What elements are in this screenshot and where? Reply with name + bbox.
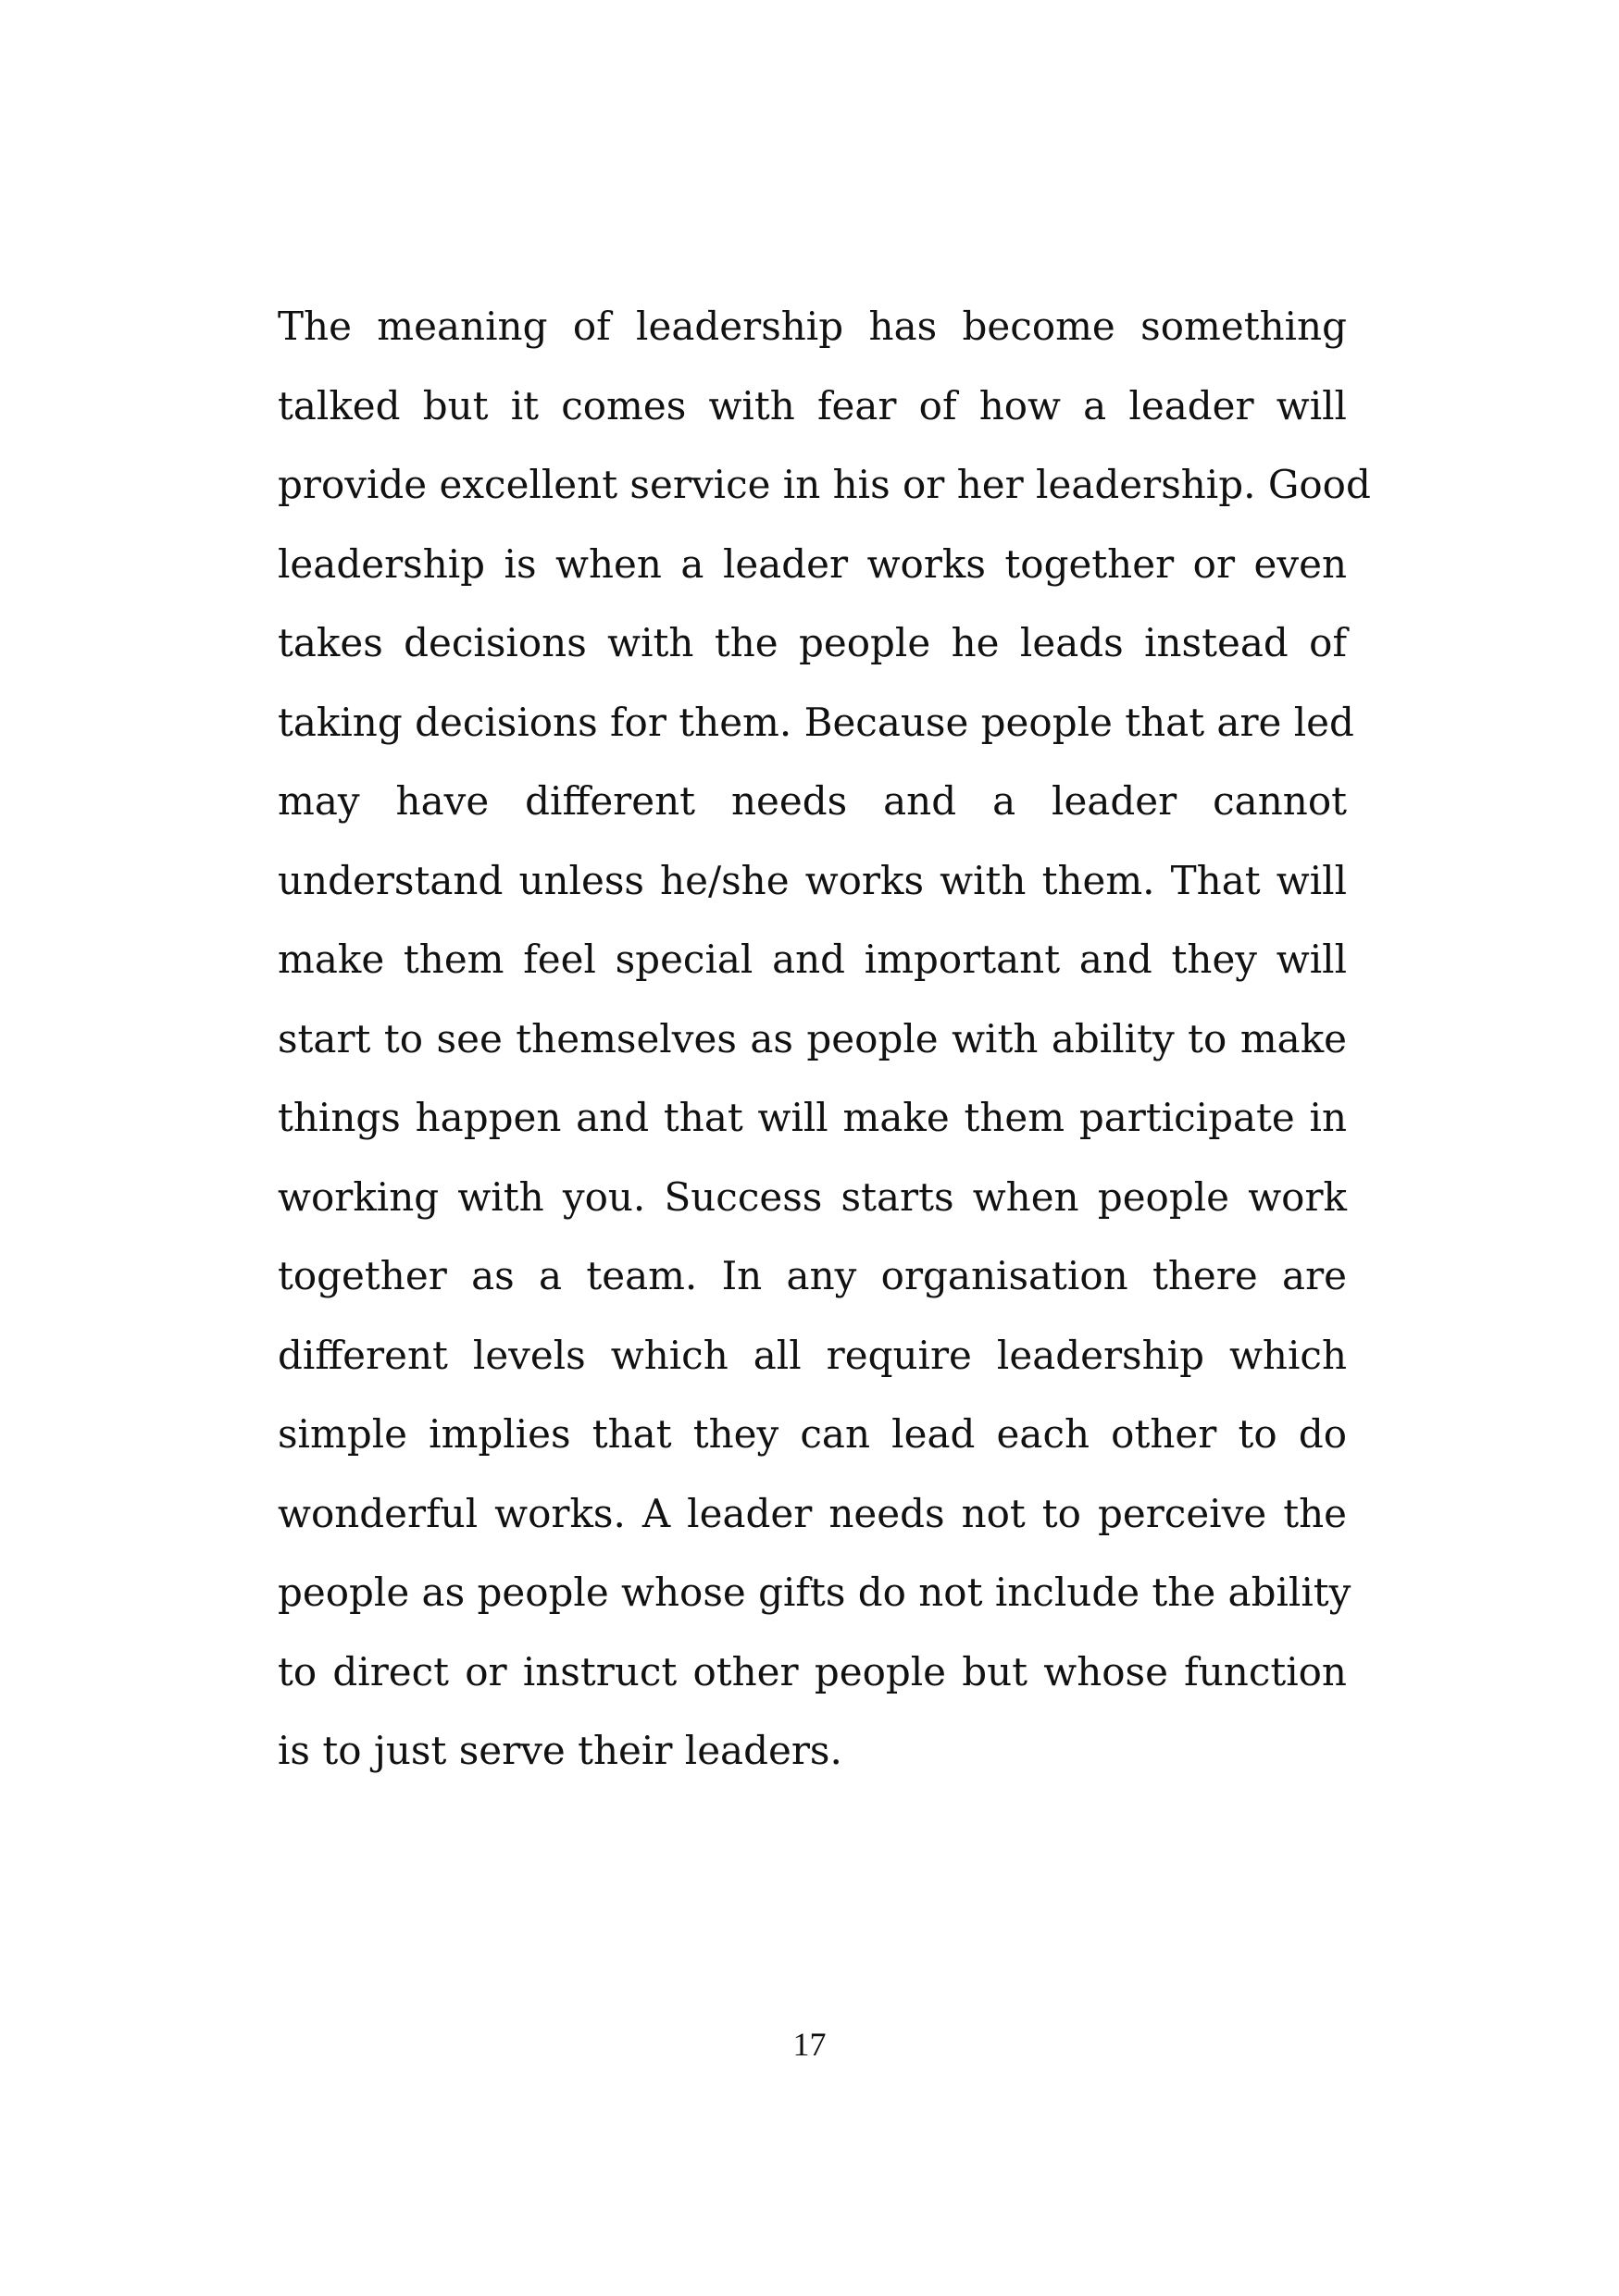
paragraph-line: together as a team. In any organisation there are [278,1253,1347,1298]
paragraph-line: different levels which all require leadership which [278,1332,1347,1378]
paragraph-line: provide excellent service in his or her leadership. Good [278,462,1371,507]
paragraph-line: working with you. Success starts when people work [278,1173,1347,1220]
paragraph-line: The meaning of leadership has become something [278,304,1347,349]
page-number: 17 [792,2026,827,2063]
body-paragraph [278,287,1371,1791]
paragraph-line: talked but it comes with fear of how a leader will [278,382,1347,428]
paragraph-line: make them feel special and important and they will [278,937,1347,982]
paragraph-line: things happen and that will make them participate in [278,1095,1347,1140]
paragraph-line: start to see themselves as people with ability to make [278,1015,1347,1061]
paragraph-line: simple implies that they can lead each other to do [278,1411,1347,1457]
paragraph-line: people as people whose gifts do not include the ability [278,1570,1351,1615]
paragraph-line: to direct or instruct other people but whose function [278,1648,1347,1694]
paragraph-line: leadership is when a leader works together or even [278,540,1347,587]
paragraph-line: is to just serve their leaders. [278,1728,842,1773]
paragraph-line: understand unless he/she works with them. That will [278,857,1347,903]
paragraph-line: may have different needs and a leader cannot [278,778,1347,824]
paragraph-line: taking decisions for them. Because people that are led [278,699,1354,745]
paragraph-line: wonderful works. A leader needs not to perceive the [278,1490,1347,1536]
paragraph-line: takes decisions with the people he leads instead of [278,620,1347,665]
